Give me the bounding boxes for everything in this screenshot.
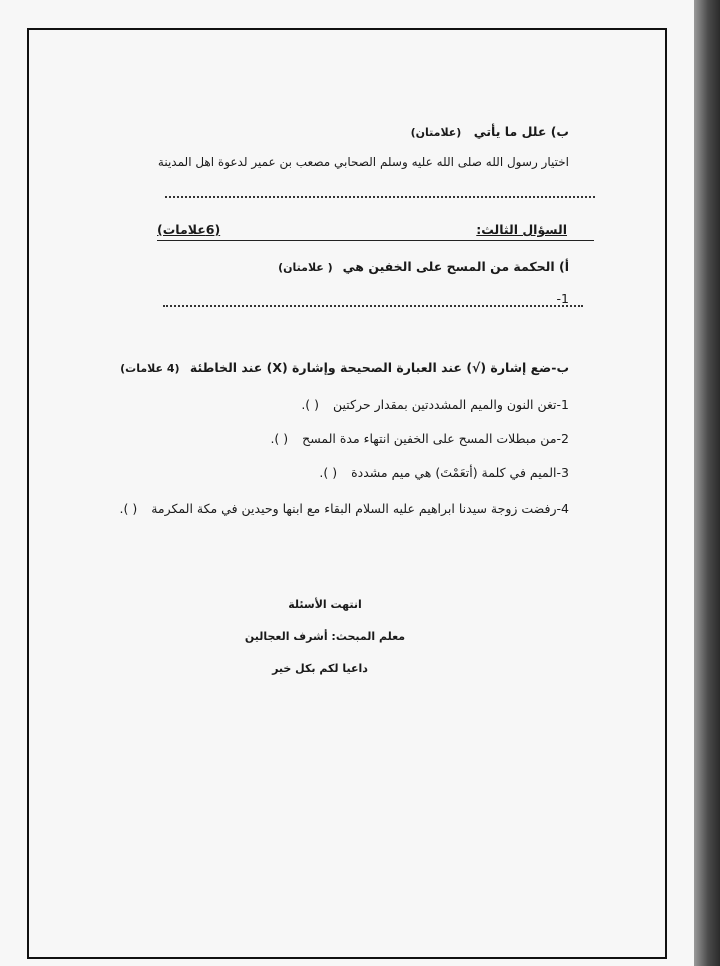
- statement-1-answer-blank: ( ).: [301, 397, 320, 412]
- question3-marks: (6علامات): [157, 222, 221, 237]
- statement-3: [319, 465, 569, 481]
- statement-4-answer-blank: ( ).: [119, 501, 138, 516]
- explain-heading: [411, 124, 569, 141]
- explain-heading-text: ب) علل ما يأتي: [473, 124, 569, 139]
- closing-wish: داعيا لكم بكل خير: [272, 662, 368, 675]
- statement-4-number: 4-: [556, 501, 569, 516]
- part-a-heading-text: أ) الحكمة من المسح على الخفين هي: [342, 259, 569, 274]
- question3-title: السؤال الثالث:: [476, 222, 567, 237]
- statement-1: [301, 397, 569, 413]
- true-false-heading: [120, 360, 569, 377]
- statement-3-text: الميم في كلمة (أتعَمْتَ) هي ميم مشددة: [351, 465, 557, 480]
- answer-dotted-line-2: [163, 305, 583, 307]
- statement-2-text: من مبطلات المسح على الخفين انتهاء مدة المسح: [302, 431, 557, 446]
- explain-statement: اختيار رسول الله صلى الله عليه وسلم الصحابي مصعب بن عمير لدعوة اهل المدينة: [157, 155, 569, 169]
- statement-4: [120, 501, 569, 517]
- photo-edge-shadow: [694, 0, 720, 966]
- statement-4-text: رفضت زوجة سيدنا ابراهيم عليه السلام البقاء مع ابنها وحيدين في مكة المكرمة: [151, 501, 557, 516]
- end-of-questions: انتهت الأسئلة: [288, 598, 362, 611]
- true-false-heading-text: ب-ضع إشارة (√) عند العبارة الصحيحة وإشارة (X) عند الخاطئة: [189, 360, 569, 375]
- answer-dotted-line-1: [165, 196, 595, 198]
- question3-underline: [157, 240, 594, 241]
- teacher-name: معلم المبحث: أشرف العجالين: [244, 630, 406, 643]
- answer-number: 1-: [556, 291, 569, 306]
- statement-3-answer-blank: ( ).: [319, 465, 338, 480]
- part-a-heading: [278, 259, 569, 276]
- true-false-marks: (4 علامات): [120, 362, 180, 375]
- part-a-marks: ( علامتان): [278, 261, 333, 274]
- statement-3-number: 3-: [556, 465, 569, 480]
- statement-2: [270, 431, 569, 447]
- statement-1-number: 1-: [556, 397, 569, 412]
- statement-2-answer-blank: ( ).: [270, 431, 289, 446]
- statement-2-number: 2-: [556, 431, 569, 446]
- explain-marks: (علامتان): [410, 126, 462, 139]
- statement-1-text: تغن النون والميم المشددتين بمقدار حركتين: [333, 397, 557, 412]
